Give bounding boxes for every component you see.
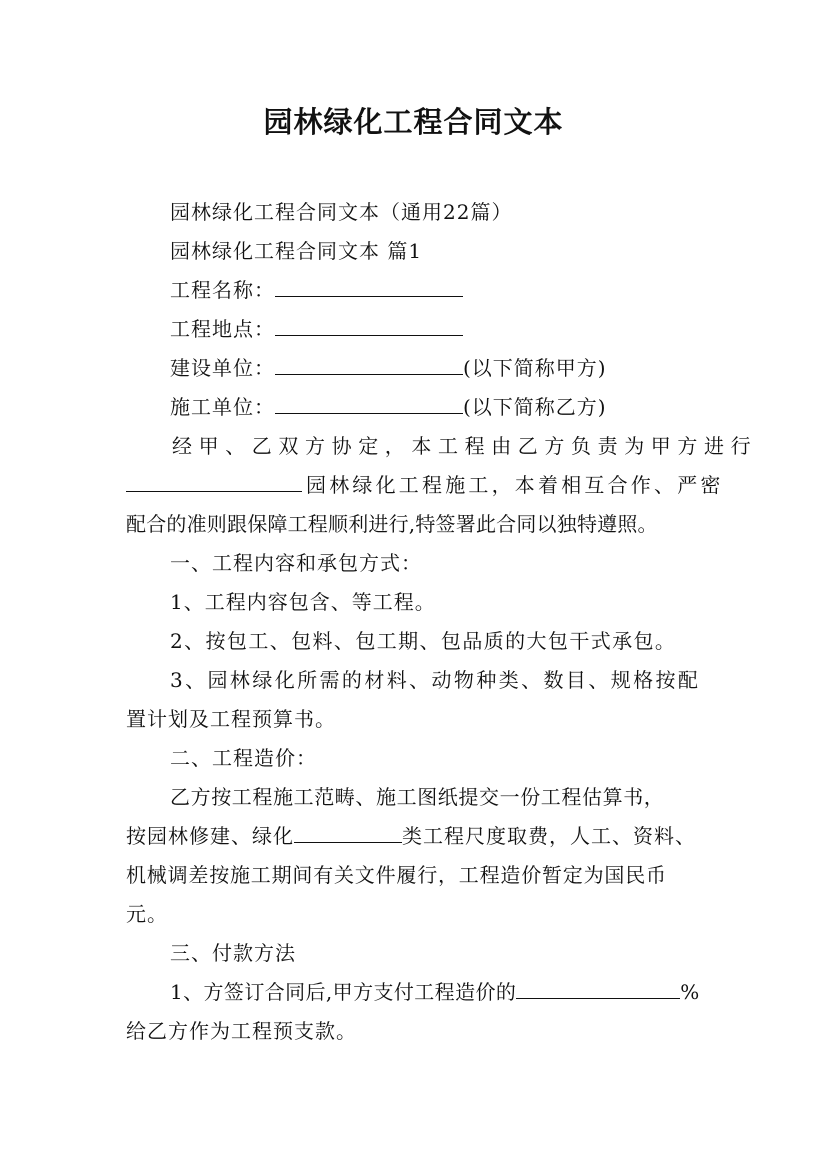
project-name-row (170, 276, 463, 304)
section1-item-3-line-1: 3、园林绿化所需的材料、动物种类、数目、规格按配 (170, 668, 701, 692)
intro-line-3: 配合的准则跟保障工程顺利进行,特签署此合同以独特遵照。 (126, 512, 658, 536)
client-blank (275, 354, 463, 375)
section3-item-1 (170, 978, 700, 1006)
project-location-label: 工程地点： (170, 317, 275, 341)
percent-sign: % (680, 980, 700, 1004)
intro-line-2-text: 园林绿化工程施工，本着相互合作、严密 (306, 473, 724, 497)
project-location-row (170, 315, 463, 343)
section3-item-1-line-2: 给乙方作为工程预支款。 (126, 1019, 357, 1043)
contractor-label: 施工单位： (170, 395, 275, 419)
section1-item-1: 1、工程内容包含、等工程。 (170, 590, 436, 614)
contractor-row (170, 393, 607, 421)
section3-heading: 三、付款方法 (170, 941, 296, 965)
document-subtitle: 园林绿化工程合同文本（通用22篇） (170, 200, 513, 224)
section2-heading: 二、工程造价： (170, 746, 317, 770)
section1-item-3-line-2: 置计划及工程预算书。 (126, 707, 336, 731)
contractor-blank (275, 393, 463, 414)
document-title: 园林绿化工程合同文本 (263, 105, 564, 139)
client-row (170, 354, 607, 382)
section2-line-3: 机械调差按施工期间有关文件履行，工程造价暂定为国民币 (126, 863, 667, 887)
section2-line-1: 乙方按工程施工范畴、施工图纸提交一份工程估算书， (170, 785, 665, 809)
advance-payment-blank (516, 978, 680, 999)
section1-item-2: 2、按包工、包料、包工期、包品质的大包干式承包。 (170, 629, 677, 653)
section2-line-2-pre: 按园林修建、绿化 (126, 824, 294, 848)
section1-heading: 一、工程内容和承包方式： (170, 551, 422, 575)
project-location-blank (275, 315, 463, 336)
section2-line-2 (126, 822, 696, 850)
client-label: 建设单位： (170, 356, 275, 380)
client-suffix: (以下简称甲方) (463, 356, 607, 380)
section2-line-2-post: 类工程尺度取费，人工、资料、 (402, 824, 696, 848)
section3-item-1-text: 1、方签订合同后,甲方支付工程造价的 (170, 980, 517, 1004)
project-name-label: 工程名称： (170, 278, 275, 302)
intro-line-2 (126, 471, 724, 499)
intro-blank (126, 471, 302, 492)
intro-line-1: 经甲、乙双方协定，本工程由乙方负责为甲方进行 (172, 434, 758, 458)
contractor-suffix: (以下简称乙方) (463, 395, 607, 419)
section-heading: 园林绿化工程合同文本 篇1 (170, 239, 423, 263)
section2-line-4: 元。 (126, 902, 168, 926)
project-name-blank (275, 276, 463, 297)
fee-standard-blank (294, 822, 402, 843)
